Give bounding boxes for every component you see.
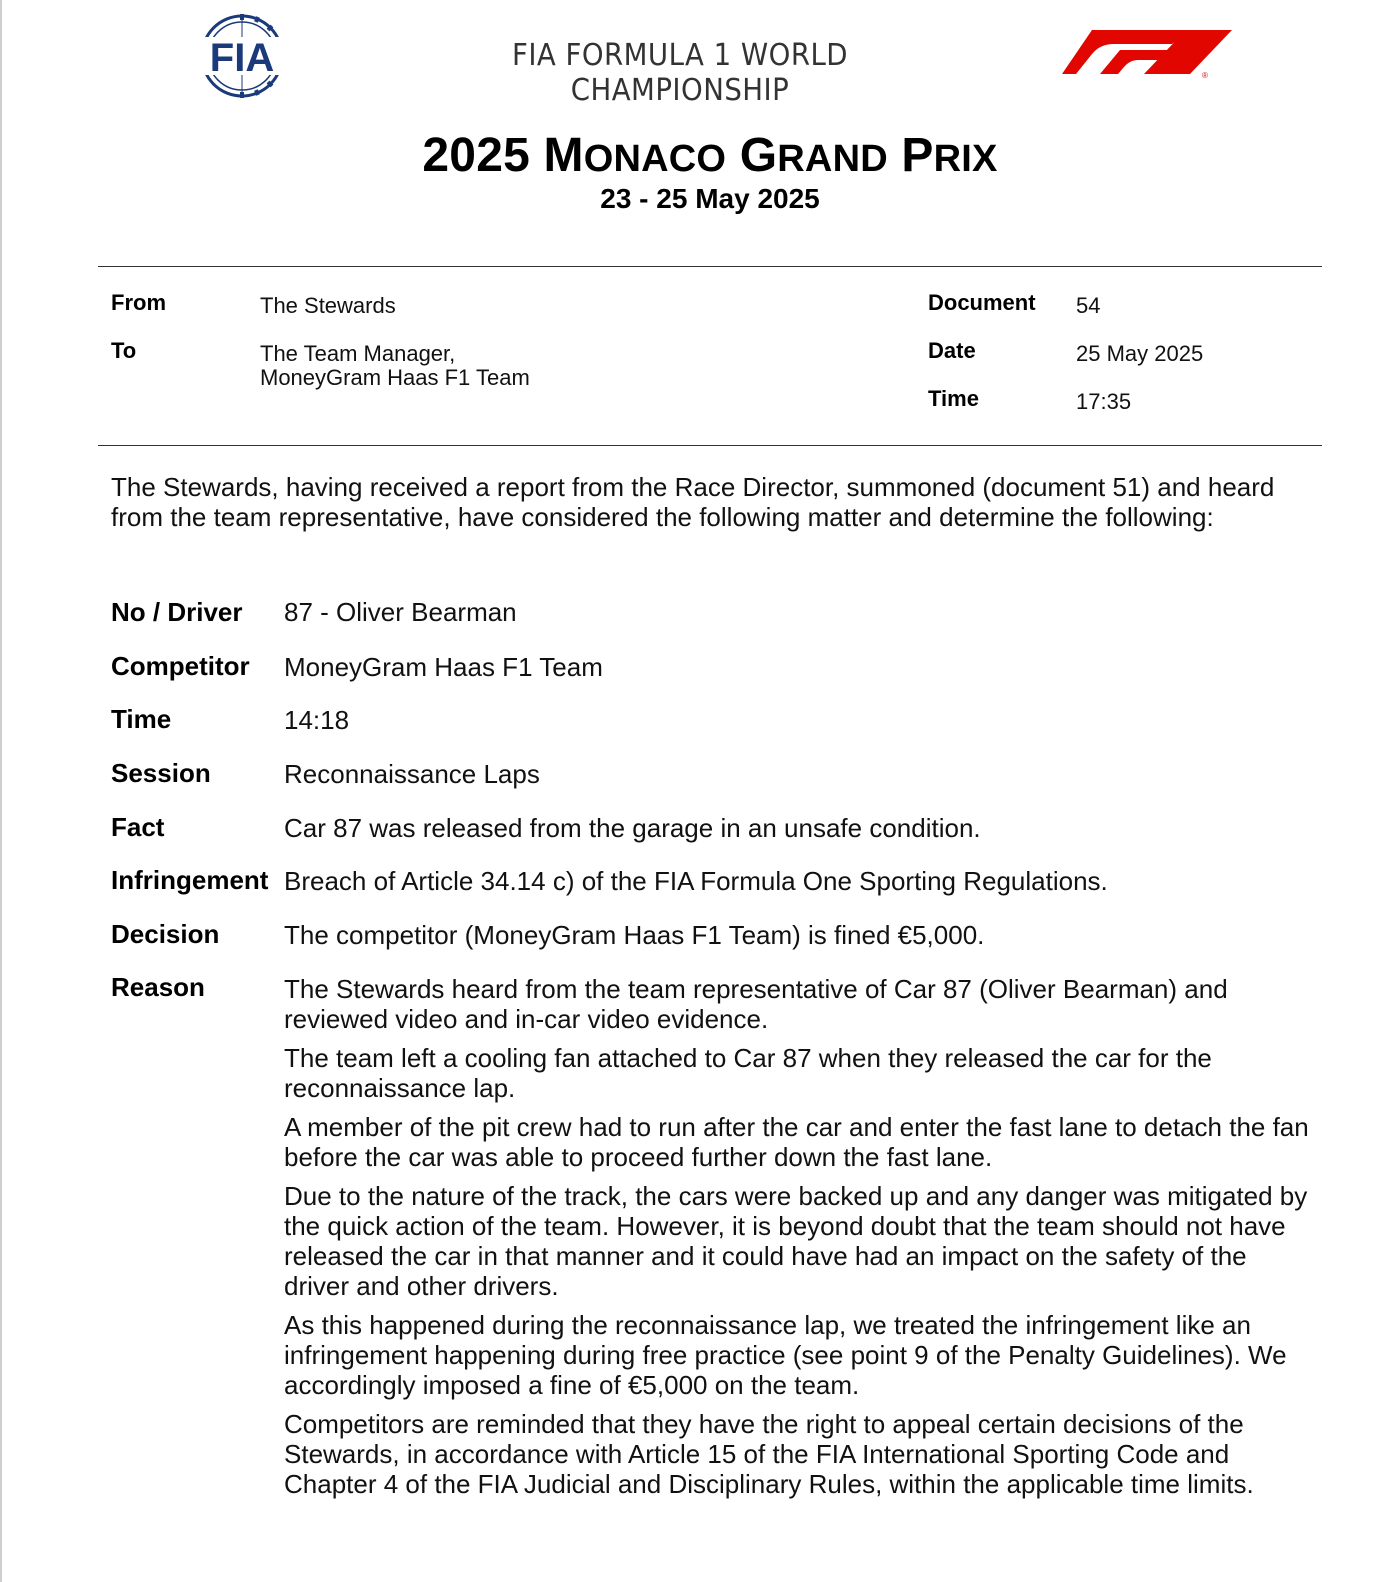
reason-paragraph: The Stewards heard from the team representative of Car 87 (Oliver Bearman) and reviewed video and in-car video evidence. xyxy=(284,974,1228,1034)
championship-title: FIA FORMULA 1 WORLD CHAMPIONSHIP xyxy=(511,38,849,108)
session-value: Reconnaissance Laps xyxy=(284,759,540,789)
reason-paragraph: Competitors are reminded that they have the right to appeal certain decisions of the Stewards, in accordance with Article 15 of the FIA International Sporting Code and Chapter 4 of the FIA Judicial and Disciplinary Rules, within the applicable time limits. xyxy=(284,1409,1254,1499)
page-edge xyxy=(0,0,2,1582)
to-label: To xyxy=(111,338,137,363)
competitor-value: MoneyGram Haas F1 Team xyxy=(284,652,603,682)
driver-value: 87 - Oliver Bearman xyxy=(284,597,517,627)
svg-text:®: ® xyxy=(1202,71,1208,80)
event-word-1-initial: M xyxy=(543,129,584,182)
from-value: The Stewards xyxy=(260,293,396,318)
time-label: Time xyxy=(928,386,979,411)
document-label: Document xyxy=(928,290,1036,315)
document-value: 54 xyxy=(1076,293,1101,318)
event-word-2-rest: RAND xyxy=(777,138,888,180)
reason-paragraph: A member of the pit crew had to run after the car and enter the fast lane to detach the fan before the car was able to proceed further down the fast lane. xyxy=(284,1112,1309,1172)
event-word-3-rest: RIX xyxy=(933,138,998,180)
fact-label: Fact xyxy=(111,812,165,842)
incident-time-value: 14:18 xyxy=(284,705,350,735)
decision-label: Decision xyxy=(111,919,220,949)
event-title xyxy=(0,128,1399,183)
event-year: 2025 xyxy=(422,129,530,182)
f1-logo xyxy=(1062,30,1238,80)
reason-paragraph: Due to the nature of the track, the cars were backed up and any danger was mitigated by the quick action of the team. However, it is beyond doubt that the team should not have released the car in that manner and it could have had an impact on the safety of the driver and other drivers. xyxy=(284,1181,1308,1301)
to-value-line-2: MoneyGram Haas F1 Team xyxy=(260,365,530,390)
time-value: 17:35 xyxy=(1076,389,1132,414)
infringement-value: Breach of Article 34.14 c) of the FIA Formula One Sporting Regulations. xyxy=(284,866,1108,896)
reason-label: Reason xyxy=(111,972,205,1002)
infringement-label: Infringement xyxy=(111,865,269,895)
bottom-divider xyxy=(98,445,1322,446)
competitor-label: Competitor xyxy=(111,651,250,681)
session-label: Session xyxy=(111,758,211,788)
fact-value: Car 87 was released from the garage in an unsafe condition. xyxy=(284,813,981,843)
fia-logo xyxy=(182,13,302,99)
event-word-3-initial: P xyxy=(901,129,934,182)
date-label: Date xyxy=(928,338,976,363)
to-value-line-1: The Team Manager, xyxy=(260,341,456,366)
fia-logo-text: FIA xyxy=(209,36,275,80)
top-divider xyxy=(98,266,1322,267)
from-label: From xyxy=(111,290,166,315)
reason-paragraph: As this happened during the reconnaissance lap, we treated the infringement like an infringement happening during free practice (see point 9 of the Penalty Guidelines). We accordingly imposed a fine of €5,000 on the team. xyxy=(284,1310,1287,1400)
intro-paragraph: The Stewards, having received a report from the Race Director, summoned (document 51) and heard from the team representative, have considered the following matter and determine the following: xyxy=(111,472,1275,532)
decision-value: The competitor (MoneyGram Haas F1 Team) is fined €5,000. xyxy=(284,920,985,950)
reason-text xyxy=(284,974,1314,1508)
event-word-1-rest: ONACO xyxy=(583,138,727,180)
reason-paragraph: The team left a cooling fan attached to Car 87 when they released the car for the reconnaissance lap. xyxy=(284,1043,1212,1103)
incident-time-label: Time xyxy=(111,704,172,734)
event-dates: 23 - 25 May 2025 xyxy=(600,183,820,214)
event-word-2-initial: G xyxy=(739,129,778,182)
date-value: 25 May 2025 xyxy=(1076,341,1204,366)
driver-label: No / Driver xyxy=(111,597,243,627)
